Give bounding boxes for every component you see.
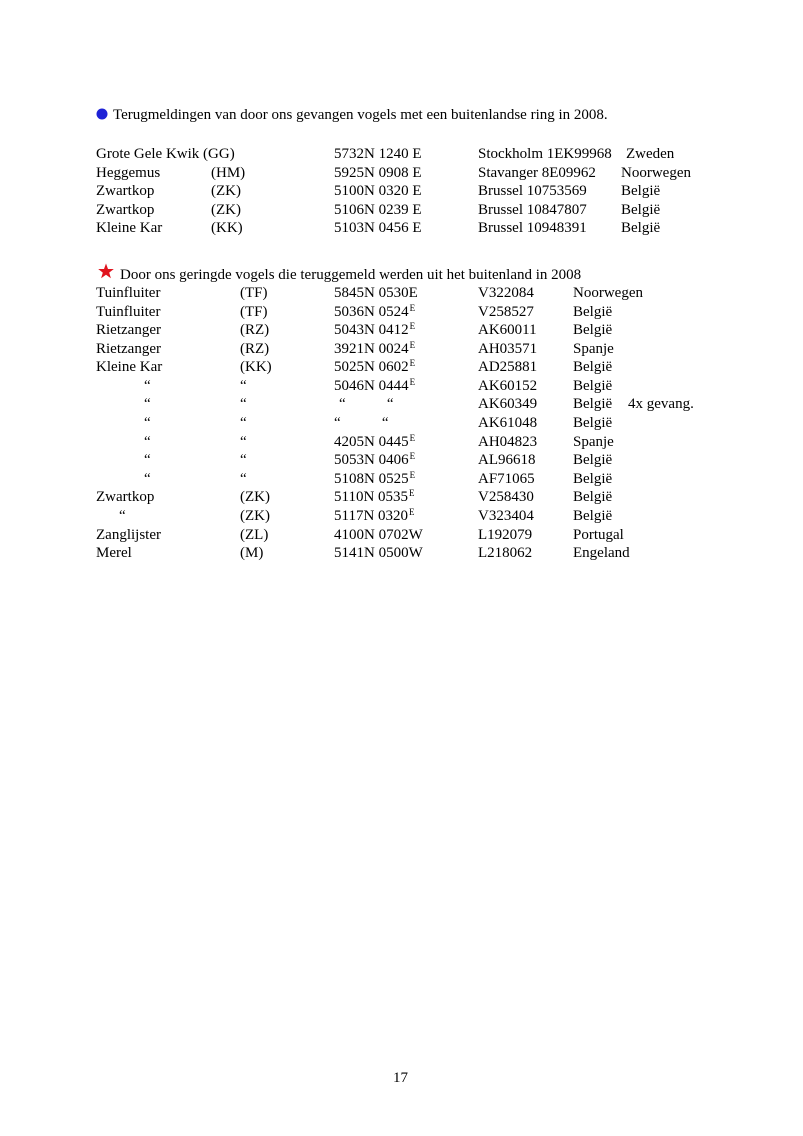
bird-code: (TF) xyxy=(240,285,268,301)
bird-name: Zanglijster xyxy=(96,527,161,543)
country: België xyxy=(573,396,613,412)
country: België xyxy=(621,183,661,199)
coordinates: 5925N 0908 E xyxy=(334,165,422,181)
section1-heading xyxy=(96,106,608,124)
ring-number: AH03571 xyxy=(478,341,538,357)
ditto-mark: “ xyxy=(240,471,247,487)
ditto-mark: “ xyxy=(240,378,247,394)
bird-code: (ZK) xyxy=(211,202,241,218)
coordinates: 4205N $0445^E$ xyxy=(334,433,416,450)
ring-number: AF71065 xyxy=(478,471,535,487)
table-row xyxy=(0,526,803,545)
country: Noorwegen xyxy=(621,165,691,181)
ring-number: V323404 xyxy=(478,508,534,524)
coordinates: 5732N 1240 E xyxy=(334,146,422,162)
country: Spanje xyxy=(573,341,614,357)
bird-code: (KK) xyxy=(211,220,243,236)
ditto-mark: “ xyxy=(144,434,151,450)
bird-name: Zwartkop xyxy=(96,202,155,218)
ring-number: AK60011 xyxy=(478,322,537,338)
coordinates: 5141N 0500W xyxy=(334,545,423,561)
bird-name: Kleine Kar xyxy=(96,359,163,375)
page-number: 17 xyxy=(393,1070,408,1086)
ditto-mark: “ xyxy=(240,452,247,468)
table-row xyxy=(0,145,803,164)
country: België xyxy=(573,452,613,468)
bird-name: Kleine Kar xyxy=(96,220,163,236)
table-row xyxy=(0,340,803,359)
ring-number: V258430 xyxy=(478,489,534,505)
ditto-mark: “ “ xyxy=(339,396,394,412)
ring-location: Stavanger 8E09962 xyxy=(478,165,596,181)
ditto-mark: “ “ xyxy=(334,415,389,431)
country: België xyxy=(573,359,613,375)
table-row xyxy=(0,201,803,220)
ring-location: Stockholm 1EK99968 xyxy=(478,146,612,162)
bird-code: (ZK) xyxy=(240,508,270,524)
ditto-mark: “ xyxy=(119,508,126,524)
country: België xyxy=(573,304,613,320)
bird-name: Rietzanger xyxy=(96,341,161,357)
country: Spanje xyxy=(573,434,614,450)
ring-number: L192079 xyxy=(478,527,533,543)
ring-location: Brussel 10847807 xyxy=(478,202,587,218)
table-row xyxy=(0,433,803,452)
coordinates: 4100N 0702W xyxy=(334,527,423,543)
coordinates: 5108N $0525^E$ xyxy=(334,470,416,487)
bird-code: (RZ) xyxy=(240,341,270,357)
country: België xyxy=(621,220,661,236)
ring-number: AK61048 xyxy=(478,415,538,431)
section2-title: Door ons geringde vogels die teruggemeld werden uit het buitenland in 2008 xyxy=(120,267,582,283)
country: België xyxy=(573,489,613,505)
bird-code: (ZK) xyxy=(240,489,270,505)
ring-number: V258527 xyxy=(478,304,534,320)
bird-code: (RZ) xyxy=(240,322,270,338)
ditto-mark: “ xyxy=(240,434,247,450)
coordinates: 5036N $0524^E$ xyxy=(334,303,416,320)
country: België xyxy=(621,202,661,218)
coordinates: 5117N $0320^E$ xyxy=(334,507,415,524)
coordinates: 5053N $0406^E$ xyxy=(334,451,416,468)
bird-code: (HM) xyxy=(211,165,246,181)
table-row xyxy=(0,488,803,507)
table-row xyxy=(0,414,803,433)
bird-code: (TF) xyxy=(240,304,268,320)
ring-number: V322084 xyxy=(478,285,534,301)
ring-location: Brussel 10753569 xyxy=(478,183,587,199)
ring-number: L218062 xyxy=(478,545,533,561)
ditto-mark: “ xyxy=(144,378,151,394)
country: Portugal xyxy=(573,527,624,543)
table-row xyxy=(0,164,803,183)
ring-number: AL96618 xyxy=(478,452,536,468)
ditto-mark: “ xyxy=(240,396,247,412)
coordinates: 5110N $0535^E$ xyxy=(334,488,415,505)
bird-name: Zwartkop xyxy=(96,489,155,505)
country: België xyxy=(573,415,613,431)
coordinates: 3921N $0024^E$ xyxy=(334,340,416,357)
table-row xyxy=(0,377,803,396)
bird-name: Heggemus xyxy=(96,165,161,181)
country: België xyxy=(573,322,613,338)
coordinates: 5025N $0602^E$ xyxy=(334,358,416,375)
bird-name: Tuinfluiter xyxy=(96,304,161,320)
coordinates: 5103N 0456 E xyxy=(334,220,422,236)
table-row xyxy=(0,182,803,201)
bird-code: (KK) xyxy=(240,359,272,375)
bird-name: Tuinfluiter xyxy=(96,285,161,301)
table-row xyxy=(0,219,803,238)
table-row xyxy=(0,358,803,377)
ring-location: Brussel 10948391 xyxy=(478,220,587,236)
ditto-mark: “ xyxy=(144,396,151,412)
bird-name: Zwartkop xyxy=(96,183,155,199)
country: België xyxy=(573,471,613,487)
blue-bullet-icon xyxy=(96,108,108,120)
bird-name: Rietzanger xyxy=(96,322,161,338)
bird-code: (ZK) xyxy=(211,183,241,199)
capture-note: 4x gevang. xyxy=(628,396,694,412)
table-row xyxy=(0,544,803,563)
ring-number: AH04823 xyxy=(478,434,538,450)
bird-code: (ZL) xyxy=(240,527,269,543)
table-row xyxy=(0,470,803,489)
ditto-mark: “ xyxy=(144,415,151,431)
country: België xyxy=(573,378,613,394)
country: Zweden xyxy=(626,146,675,162)
coordinates: 5100N 0320 E xyxy=(334,183,422,199)
table-row xyxy=(0,395,803,414)
table-row xyxy=(0,507,803,526)
ring-number: AD25881 xyxy=(478,359,538,375)
ring-number: AK60152 xyxy=(478,378,538,394)
coordinates: 5845N 0530E xyxy=(334,285,418,301)
ditto-mark: “ xyxy=(144,452,151,468)
country: Engeland xyxy=(573,545,630,561)
ditto-mark: “ xyxy=(240,415,247,431)
ring-number: AK60349 xyxy=(478,396,538,412)
red-star-icon xyxy=(98,263,114,279)
country: België xyxy=(573,508,613,524)
bird-code: (M) xyxy=(240,545,264,561)
bird-name: Merel xyxy=(96,545,132,561)
section1-title: Terugmeldingen van door ons gevangen vogels met een buitenlandse ring in 2008. xyxy=(113,107,608,123)
table-row xyxy=(0,451,803,470)
country: Noorwegen xyxy=(573,285,643,301)
table-row xyxy=(0,284,803,303)
ditto-mark: “ xyxy=(144,471,151,487)
coordinates: 5106N 0239 E xyxy=(334,202,422,218)
table-row xyxy=(0,303,803,322)
coordinates: 5043N $0412^E$ xyxy=(334,321,416,338)
section2-heading xyxy=(98,263,581,284)
bird-name: Grote Gele Kwik (GG) xyxy=(96,146,235,162)
table-row xyxy=(0,321,803,340)
coordinates: 5046N $0444^E$ xyxy=(334,377,416,394)
